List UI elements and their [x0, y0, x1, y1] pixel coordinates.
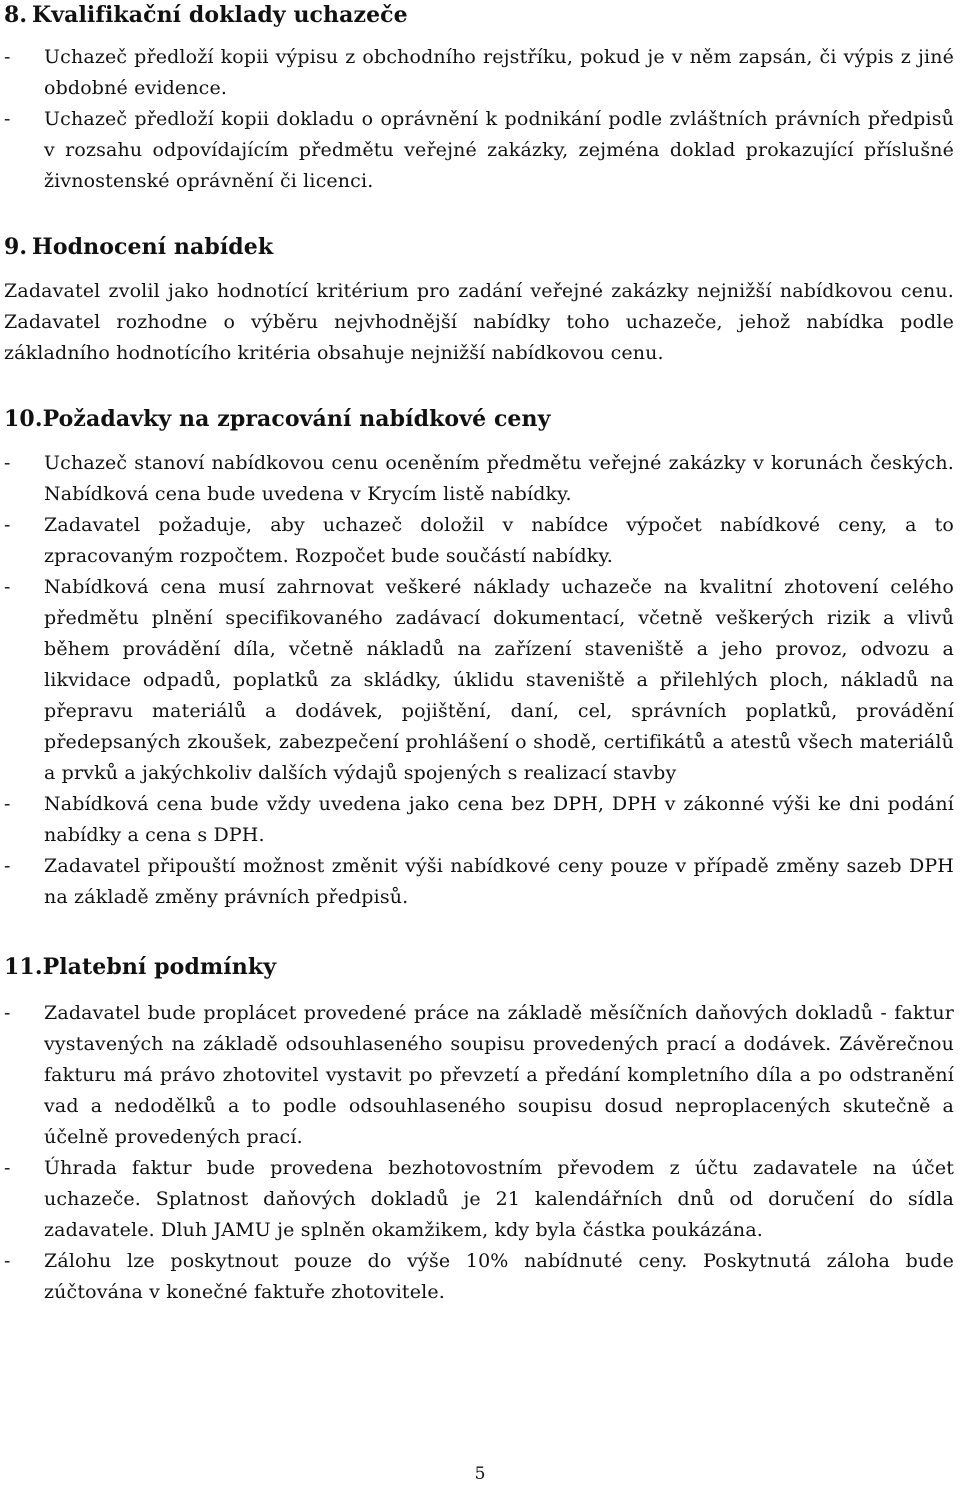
list-item: [4, 851, 954, 913]
section-number: 8.: [4, 2, 28, 28]
list-item: [4, 104, 954, 197]
bullet-marker: -: [4, 793, 11, 815]
section-title: Platební podmínky: [42, 954, 277, 980]
section-number: 9.: [4, 234, 28, 260]
bullet-marker: -: [4, 855, 11, 877]
list-item: [4, 1153, 954, 1246]
bullet-text: Uchazeč předloží kopii dokladu o oprávnění k podnikání podle zvláštních právních předpisů v rozsahu odpovídajícím předmětu veřejné zakázky, zejména doklad prokazující příslušné živnostenské oprávnění či licenci.: [44, 108, 954, 192]
section-number: 10.: [4, 406, 43, 432]
section-heading: [4, 404, 954, 434]
bullet-text: Zadavatel bude proplácet provedené práce na základě měsíčních daňových dokladů - faktur vystavených na základě odsouhlaseného soupisu provedených prací a dodávek. Závěrečnou fakturu má právo zhotovitel vystavit po převzetí a předání kompletního díla a po odstranění vad a nedodělků a to podle odsouhlaseného soupisu dosud neproplacených skutečně a účelně provedených prací.: [44, 1002, 954, 1148]
section-title: Kvalifikační doklady uchazeče: [32, 2, 408, 28]
list-item: [4, 998, 954, 1153]
bullet-text: Nabídková cena musí zahrnovat veškeré náklady uchazeče na kvalitní zhotovení celého předmětu plnění specifikovaného zadávací dokumentací, včetně veškerých rizik a vlivů během provádění díla, včetně nákladů na zařízení staveniště a jeho provoz, odvozu a likvidace odpadů, poplatků za skládky, úklidu staveniště a přilehlých ploch, nákladů na přepravu materiálů a dodávek, pojištění, daní, cel, správních poplatků, provádění předepsaných zkoušek, zabezpečení prohlášení o shodě, certifikátů a atestů všech materiálů a prvků a jakýchkoliv dalších výdajů spojených s realizací stavby: [44, 576, 954, 784]
bullet-list: [4, 998, 954, 1308]
page-number: 5: [474, 1464, 486, 1484]
section-10: [4, 404, 954, 913]
list-item: [4, 572, 954, 789]
section-title: Požadavky na zpracování nabídkové ceny: [42, 406, 551, 432]
bullet-text: Zadavatel připouští možnost změnit výši nabídkové ceny pouze v případě změny sazeb DPH na základě změny právních předpisů.: [44, 855, 954, 908]
bullet-text: Nabídková cena bude vždy uvedena jako cena bez DPH, DPH v zákonné výši ke dni podání nabídky a cena s DPH.: [44, 793, 954, 846]
section-title: Hodnocení nabídek: [32, 234, 274, 260]
bullet-text: Zálohu lze poskytnout pouze do výše 10% nabídnuté ceny. Poskytnutá záloha bude zúčtována v konečné faktuře zhotovitele.: [44, 1250, 954, 1303]
bullet-text: Úhrada faktur bude provedena bezhotovostním převodem z účtu zadavatele na účet uchazeče. Splatnost daňových dokladů je 21 kalendářních dnů od doručení do sídla zadavatele. Dluh JAMU je splněn okamžikem, kdy byla částka poukázána.: [44, 1157, 954, 1241]
section-number: 11.: [4, 954, 43, 980]
list-item: [4, 789, 954, 851]
bullet-marker: -: [4, 576, 11, 598]
bullet-list: [4, 42, 954, 197]
bullet-list: [4, 448, 954, 913]
section-9: [4, 232, 954, 369]
section-heading: [4, 952, 954, 982]
bullet-marker: -: [4, 46, 11, 68]
section-heading: [4, 232, 954, 262]
section-paragraph: Zadavatel zvolil jako hodnotící kritérium pro zadání veřejné zakázky nejnižší nabídkovou cenu. Zadavatel rozhodne o výběru nejvhodnější nabídky toho uchazeče, jehož nabídka podle základního hodnotícího kritéria obsahuje nejnižší nabídkovou cenu.: [4, 280, 954, 364]
list-item: [4, 1246, 954, 1308]
list-item: [4, 510, 954, 572]
bullet-marker: -: [4, 1250, 11, 1272]
section-8: [4, 0, 954, 197]
list-item: [4, 42, 954, 104]
list-item: [4, 448, 954, 510]
bullet-marker: -: [4, 452, 11, 474]
bullet-text: Uchazeč předloží kopii výpisu z obchodního rejstříku, pokud je v něm zapsán, či výpis z jiné obdobné evidence.: [44, 46, 954, 99]
bullet-marker: -: [4, 108, 11, 130]
bullet-marker: -: [4, 1002, 11, 1024]
bullet-text: Uchazeč stanoví nabídkovou cenu oceněním předmětu veřejné zakázky v korunách českých. Nabídková cena bude uvedena v Krycím listě nabídky.: [44, 452, 954, 505]
bullet-marker: -: [4, 514, 11, 536]
section-heading: [4, 0, 954, 30]
bullet-text: Zadavatel požaduje, aby uchazeč doložil v nabídce výpočet nabídkové ceny, a to zpracovaným rozpočtem. Rozpočet bude součástí nabídky.: [44, 514, 954, 567]
bullet-marker: -: [4, 1157, 11, 1179]
section-11: [4, 952, 954, 1308]
